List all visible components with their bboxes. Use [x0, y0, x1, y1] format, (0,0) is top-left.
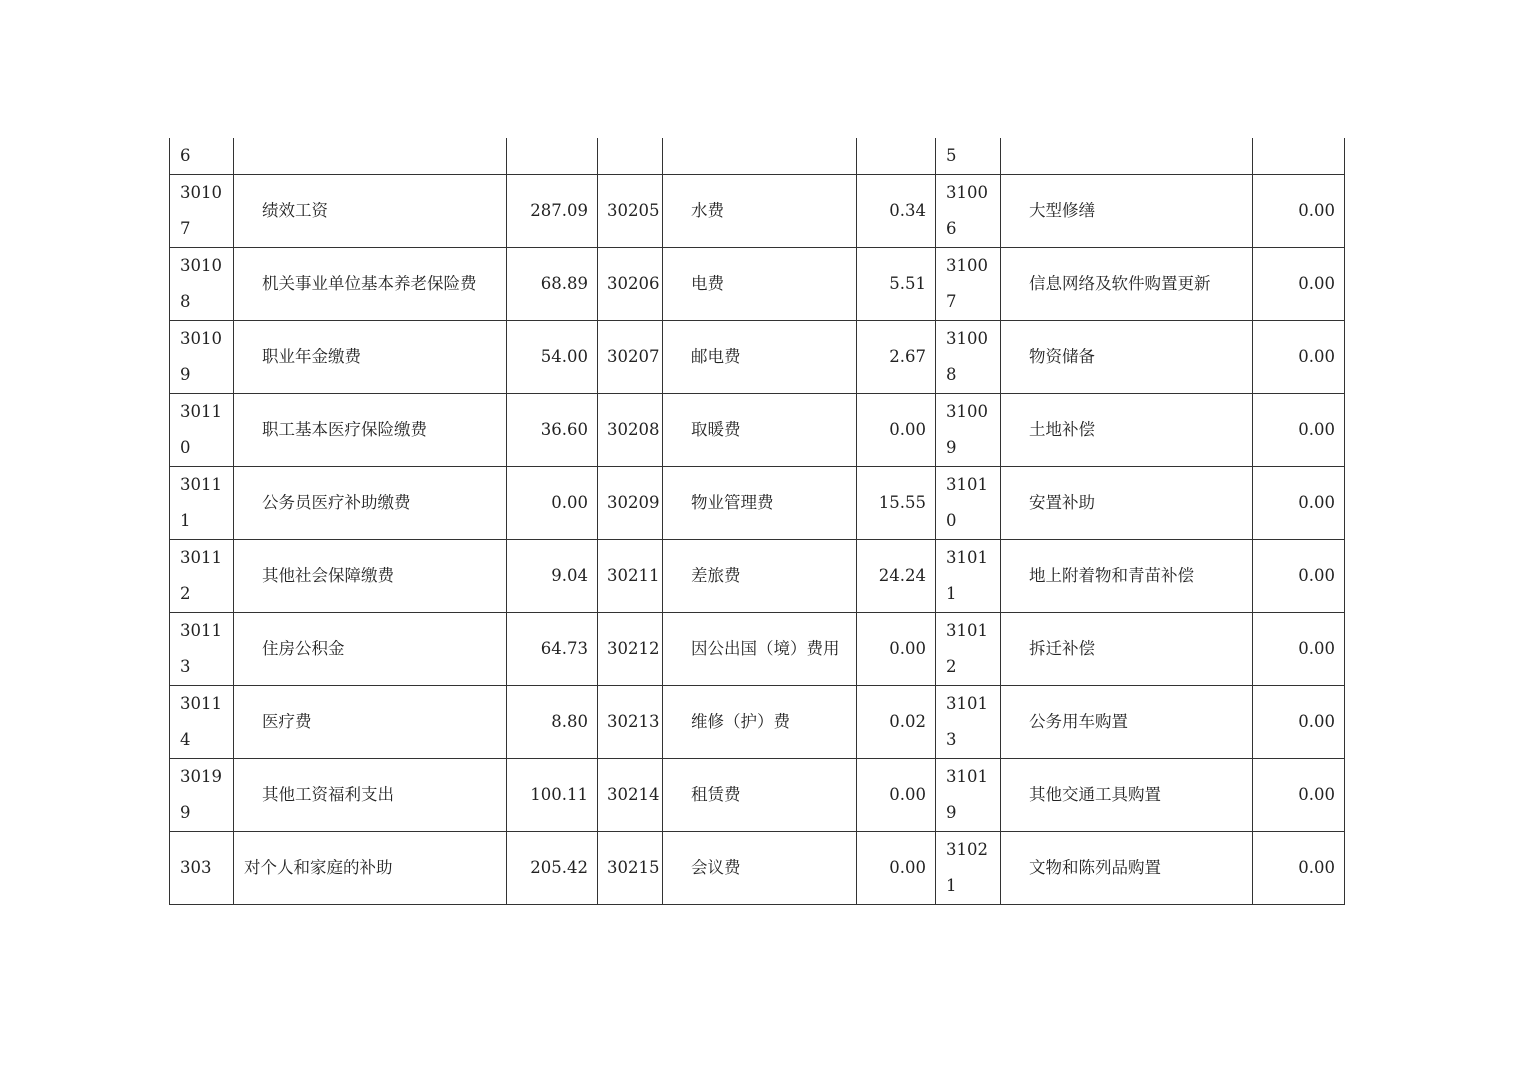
name-cell-col3: 土地补偿: [1001, 394, 1253, 467]
table-row: [170, 759, 1345, 832]
name-cell-col2: 因公出国（境）费用: [663, 613, 857, 686]
code-cell-col2: 30208: [598, 394, 663, 467]
name-cell-col3: 文物和陈列品购置: [1001, 832, 1253, 905]
amount-cell-col1: 36.60: [507, 394, 598, 467]
code-part: 3010: [180, 183, 222, 202]
name-cell-col3: 大型修缮: [1001, 175, 1253, 248]
amount-cell-col3: 0.00: [1253, 832, 1345, 905]
code-part: 9: [946, 803, 957, 822]
code-part: 3100: [946, 402, 988, 421]
name-cell-col2: 水费: [663, 175, 857, 248]
code-part: 3011: [180, 475, 222, 494]
code-tail: 6: [180, 146, 191, 165]
amount-cell-col1: 54.00: [507, 321, 598, 394]
name-cell-col3: 拆迁补偿: [1001, 613, 1253, 686]
amount-cell-col1: 205.42: [507, 832, 598, 905]
code-part: 3101: [946, 621, 988, 640]
code-part: 3019: [180, 767, 222, 786]
name-cell-col2: 维修（护）费: [663, 686, 857, 759]
code-part: 4: [180, 730, 191, 749]
code-cell-col2: 30215: [598, 832, 663, 905]
code-cell-col2: 30209: [598, 467, 663, 540]
code-part: 2: [946, 657, 957, 676]
code-cell-col2: 30212: [598, 613, 663, 686]
name-cell-col3: 公务用车购置: [1001, 686, 1253, 759]
amount-cell-col3: [1253, 138, 1345, 175]
table-row: [170, 248, 1345, 321]
amount-cell-col3: 0.00: [1253, 540, 1345, 613]
code-cell-col1: [170, 759, 234, 832]
table-row: [170, 686, 1345, 759]
name-cell-col3: 其他交通工具购置: [1001, 759, 1253, 832]
code-part: 7: [180, 219, 191, 238]
name-cell-col1: 公务员医疗补助缴费: [234, 467, 507, 540]
code-part: 3: [946, 730, 957, 749]
code-cell-col3: [936, 248, 1001, 321]
code-part: 3011: [180, 621, 222, 640]
code-part: 0: [180, 438, 191, 457]
code-cell-col2: 30206: [598, 248, 663, 321]
table-row: [170, 321, 1345, 394]
name-cell-col2: 差旅费: [663, 540, 857, 613]
name-cell-col3: 物资储备: [1001, 321, 1253, 394]
code-part: 3010: [180, 329, 222, 348]
code-part: 2: [180, 584, 191, 603]
code-part: 8: [946, 365, 957, 384]
code-part: 1: [946, 876, 957, 895]
amount-cell-col3: 0.00: [1253, 613, 1345, 686]
code-part: 8: [180, 292, 191, 311]
table-body: [170, 138, 1345, 905]
amount-cell-col2: 0.02: [857, 686, 936, 759]
amount-cell-col1: 8.80: [507, 686, 598, 759]
name-cell-col2: 邮电费: [663, 321, 857, 394]
name-cell-col1: 机关事业单位基本养老保险费: [234, 248, 507, 321]
code-cell-col1: [170, 686, 234, 759]
code-part: 3010: [180, 256, 222, 275]
amount-cell-col2: 0.00: [857, 759, 936, 832]
amount-cell-col3: 0.00: [1253, 759, 1345, 832]
name-cell-col3: [1001, 138, 1253, 175]
code-cell-col1: [170, 175, 234, 248]
name-cell-col1: 职工基本医疗保险缴费: [234, 394, 507, 467]
amount-cell-col1: [507, 138, 598, 175]
amount-cell-col1: 100.11: [507, 759, 598, 832]
code-cell-col1: [170, 321, 234, 394]
code-cell-col1: [170, 138, 234, 175]
code-part: 9: [180, 365, 191, 384]
code-part: 3102: [946, 840, 988, 859]
amount-cell-col2: 5.51: [857, 248, 936, 321]
code-cell-col3: [936, 686, 1001, 759]
amount-cell-col1: 9.04: [507, 540, 598, 613]
name-cell-col2: [663, 138, 857, 175]
amount-cell-col3: 0.00: [1253, 467, 1345, 540]
budget-table: [169, 138, 1345, 905]
code-part: 303: [180, 858, 212, 877]
code-cell-col2: 30207: [598, 321, 663, 394]
code-part: 0: [946, 511, 957, 530]
code-cell-col2: 30214: [598, 759, 663, 832]
name-cell-col2: 取暖费: [663, 394, 857, 467]
code-cell-col1: [170, 467, 234, 540]
name-cell-col3: 信息网络及软件购置更新: [1001, 248, 1253, 321]
code-part: 7: [946, 292, 957, 311]
amount-cell-col3: 0.00: [1253, 686, 1345, 759]
code-cell-col2: 30213: [598, 686, 663, 759]
code-part: 9: [180, 803, 191, 822]
code-cell-col3: [936, 613, 1001, 686]
amount-cell-col2: 0.00: [857, 832, 936, 905]
name-cell-col2: 租赁费: [663, 759, 857, 832]
amount-cell-col3: 0.00: [1253, 175, 1345, 248]
code-cell-col2: [598, 138, 663, 175]
amount-cell-col2: 2.67: [857, 321, 936, 394]
name-cell-col1: 职业年金缴费: [234, 321, 507, 394]
name-cell-col1: 对个人和家庭的补助: [234, 832, 507, 905]
table-row: [170, 613, 1345, 686]
amount-cell-col3: 0.00: [1253, 394, 1345, 467]
code-cell-col1: [170, 832, 234, 905]
code-part: 3101: [946, 475, 988, 494]
code-part: 3101: [946, 767, 988, 786]
amount-cell-col3: 0.00: [1253, 321, 1345, 394]
code-cell-col1: [170, 394, 234, 467]
name-cell-col1: 其他工资福利支出: [234, 759, 507, 832]
code-cell-col1: [170, 248, 234, 321]
code-part: 3101: [946, 694, 988, 713]
code-cell-col1: [170, 540, 234, 613]
code-cell-col3: [936, 394, 1001, 467]
code-cell-col3: [936, 540, 1001, 613]
code-part: 1: [946, 584, 957, 603]
amount-cell-col2: [857, 138, 936, 175]
amount-cell-col2: 15.55: [857, 467, 936, 540]
amount-cell-col1: 0.00: [507, 467, 598, 540]
amount-cell-col1: 64.73: [507, 613, 598, 686]
amount-cell-col2: 0.00: [857, 613, 936, 686]
code-cell-col3: [936, 759, 1001, 832]
name-cell-col3: 地上附着物和青苗补偿: [1001, 540, 1253, 613]
code-part: 3100: [946, 183, 988, 202]
code-part: 3100: [946, 329, 988, 348]
table-row: [170, 832, 1345, 905]
code-tail: 5: [946, 146, 957, 165]
name-cell-col1: [234, 138, 507, 175]
code-part: 3011: [180, 402, 222, 421]
amount-cell-col1: 287.09: [507, 175, 598, 248]
code-cell-col3: [936, 467, 1001, 540]
amount-cell-col2: 24.24: [857, 540, 936, 613]
name-cell-col2: 会议费: [663, 832, 857, 905]
code-cell-col3: [936, 175, 1001, 248]
name-cell-col1: 住房公积金: [234, 613, 507, 686]
code-cell-col2: 30211: [598, 540, 663, 613]
name-cell-col1: 绩效工资: [234, 175, 507, 248]
code-part: 3100: [946, 256, 988, 275]
code-part: 6: [946, 219, 957, 238]
code-part: 3011: [180, 548, 222, 567]
name-cell-col1: 医疗费: [234, 686, 507, 759]
code-cell-col2: 30205: [598, 175, 663, 248]
code-part: 3101: [946, 548, 988, 567]
name-cell-col2: 电费: [663, 248, 857, 321]
code-part: 3: [180, 657, 191, 676]
code-part: 1: [180, 511, 191, 530]
amount-cell-col2: 0.34: [857, 175, 936, 248]
name-cell-col2: 物业管理费: [663, 467, 857, 540]
name-cell-col3: 安置补助: [1001, 467, 1253, 540]
code-part: 3011: [180, 694, 222, 713]
amount-cell-col2: 0.00: [857, 394, 936, 467]
code-cell-col3: [936, 832, 1001, 905]
amount-cell-col1: 68.89: [507, 248, 598, 321]
code-part: 9: [946, 438, 957, 457]
name-cell-col1: 其他社会保障缴费: [234, 540, 507, 613]
code-cell-col1: [170, 613, 234, 686]
table-row: [170, 467, 1345, 540]
code-cell-col3: [936, 138, 1001, 175]
code-cell-col3: [936, 321, 1001, 394]
table-row: [170, 394, 1345, 467]
table-row: [170, 540, 1345, 613]
table-row: [170, 175, 1345, 248]
amount-cell-col3: 0.00: [1253, 248, 1345, 321]
table-row-continued: [170, 138, 1345, 175]
